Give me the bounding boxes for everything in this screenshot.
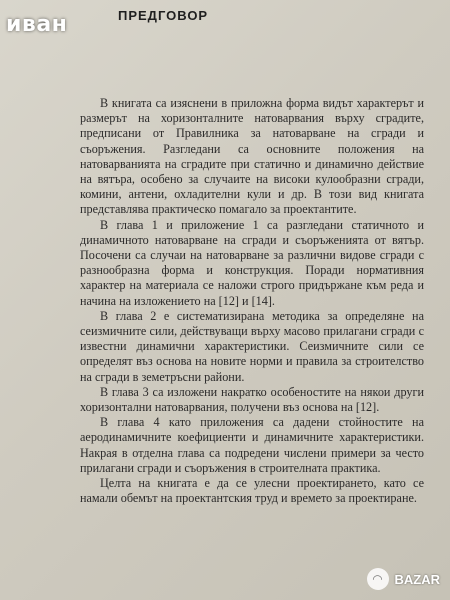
paragraph: В книгата са изяснени в приложна форма видът характерът и размерът на хоризонталните натоварвания върху сградите, предписани от Правилника за натоварване на сгради и съоръжения. Разгледани са основните положения на натоварванията на сградите при статично и динамично действие на вятъра, особено за случаите на високи кулообразни сгради, комини, антени, охладителни кули и др. В този вид книгата представлява практическо помагало за проектантите. (80, 96, 424, 217)
page-title: ПРЕДГОВОР (118, 8, 209, 23)
paragraph: В глава 1 и приложение 1 са разгледани статичното и динамичното натоварване на сгради и съоръженията от вятър. Посочени са случаи на натоварване за различни видове сгради с разнообразна форма и конструкция. Поради нормативния характер на материала се наложи строго придържане към реда и начина на изложението на [12] и [14]. (80, 217, 424, 308)
site-logo-text: BAZAR (394, 571, 440, 587)
preface-body (80, 96, 424, 506)
paragraph: В глава 3 са изложени накратко особеностите на някои други хоризонтални натоварвания, получени въз основа на [12]. (80, 384, 424, 415)
site-logo (367, 568, 441, 590)
user-watermark: иван (6, 12, 68, 37)
paragraph: В глава 4 като приложения са дадени стойностите на аеродинамичните коефициенти и динамичните характеристики. Накрая в отделна глава са подредени числени примери за често прилагани сгради и съоръжения в строителната практика. (80, 415, 424, 475)
paragraph: Целта на книгата е да се улесни проектирането, като се намали обемът на проектантския труд и времето за проектиране. (80, 476, 424, 506)
paragraph: В глава 2 е систематизирана методика за определяне на сеизмичните сили, действуващи върху масово прилагани сгради с известни динамични характеристики. Сеизмичните сили се определят въз основа на новите норми и правила за строителство на сгради в земетръсни райони. (80, 308, 424, 384)
bazar-logo-icon: ◠ (367, 568, 389, 590)
